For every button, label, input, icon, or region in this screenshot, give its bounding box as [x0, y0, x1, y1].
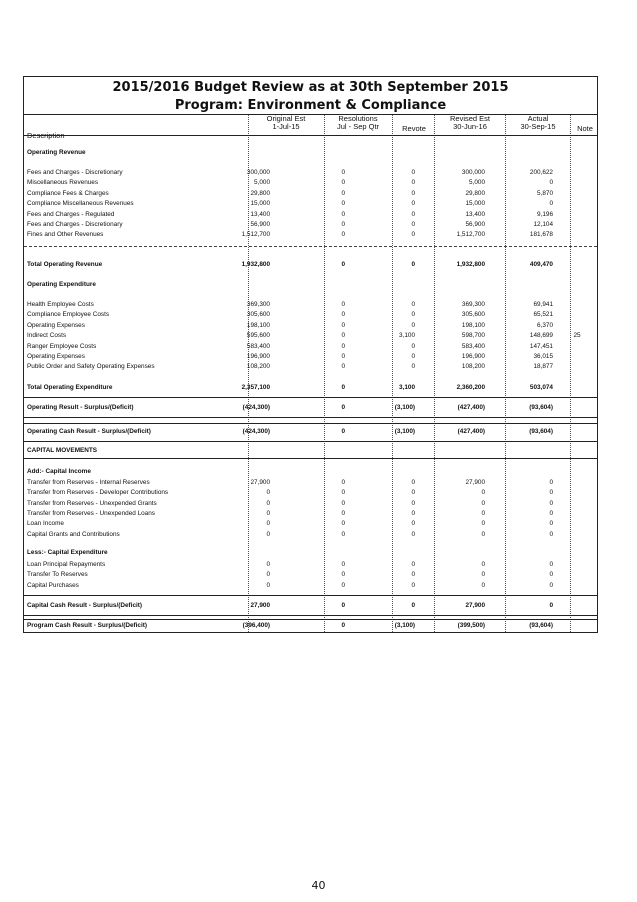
total-operating-expenditure-row: [24, 383, 597, 393]
table-row: [24, 570, 597, 580]
row-label: Transfer from Reserves - Internal Reserves: [27, 479, 150, 486]
row-label: Miscellaneous Revenues: [27, 179, 99, 187]
page-number: 40: [311, 879, 326, 892]
revised-est: 0: [481, 530, 485, 538]
table-row: [24, 581, 597, 591]
note: 25: [573, 332, 581, 340]
original-est: 1,932,800: [241, 261, 270, 268]
revised-est: 5,000: [469, 179, 485, 187]
revised-est: 27,900: [465, 602, 485, 609]
actual: 503,074: [529, 384, 553, 391]
revote: 0: [411, 353, 415, 360]
col-header-note: Note: [577, 124, 593, 133]
actual: 0: [549, 499, 553, 507]
resolutions: 0: [341, 261, 345, 268]
capital-expenditure-heading: Less:- Capital Expenditure: [27, 549, 108, 556]
actual: 69,941: [533, 301, 553, 308]
row-label: Ranger Employee Costs: [27, 342, 97, 350]
table-row: [24, 478, 597, 488]
original-est: 0: [266, 520, 270, 528]
actual: 0: [549, 479, 553, 486]
resolutions: 0: [341, 363, 345, 371]
table-row: [24, 509, 597, 519]
revised-est: 27,900: [465, 479, 485, 486]
original-est: 196,900: [246, 353, 270, 360]
resolutions: 0: [341, 384, 345, 391]
original-est: (424,300): [242, 404, 270, 411]
resolutions: 0: [341, 602, 345, 609]
resolutions: 0: [341, 301, 345, 308]
row-label: Fees and Charges - Regulated: [27, 210, 115, 218]
resolutions: 0: [341, 169, 345, 176]
row-label: Compliance Employee Costs: [27, 311, 110, 319]
revote: 0: [411, 200, 415, 208]
row-label: Health Employee Costs: [27, 301, 94, 308]
row-label: Fees and Charges - Discretionary: [27, 169, 123, 176]
resolutions: 0: [341, 353, 345, 360]
revote: 0: [411, 210, 415, 218]
table-title: 2015/2016 Budget Review as at 30th September 2015: [112, 80, 509, 95]
resolutions: 0: [341, 571, 345, 579]
resolutions: 0: [341, 321, 345, 329]
original-est: 305,600: [246, 311, 270, 319]
revised-est: 108,200: [461, 363, 485, 371]
operating-result-row: [24, 403, 597, 413]
capital-expenditure-heading-row: [24, 548, 597, 558]
table-row: [24, 342, 597, 352]
row-label: Compliance Fees & Charges: [27, 189, 109, 197]
revote: 0: [411, 179, 415, 187]
resolutions: 0: [341, 179, 345, 187]
table-row: [24, 331, 597, 341]
col-header-description: Description: [27, 131, 65, 140]
revised-est: 305,600: [461, 311, 485, 319]
table-row: [24, 199, 597, 209]
original-est: 0: [266, 530, 270, 538]
revote: 0: [411, 561, 415, 568]
table-row: [24, 488, 597, 498]
original-est: (424,300): [242, 428, 270, 435]
row-divider: [24, 246, 597, 247]
revote: 0: [411, 231, 415, 239]
actual: (93,604): [529, 622, 553, 629]
revote: 0: [411, 261, 415, 268]
original-est: 0: [266, 581, 270, 589]
row-label: Program Cash Result - Surplus/(Deficit): [27, 622, 148, 629]
table-row: [24, 230, 597, 240]
revote: 0: [411, 321, 415, 329]
actual: 12,104: [533, 221, 553, 228]
actual: 36,015: [533, 353, 553, 360]
table-row: [24, 168, 597, 178]
revised-est: (399,500): [457, 622, 485, 629]
row-label: Capital Purchases: [27, 581, 79, 589]
revote: 0: [411, 363, 415, 371]
table-row: [24, 220, 597, 230]
revote: (3,100): [394, 404, 415, 411]
revised-est: 2,360,200: [456, 384, 485, 391]
table-row: [24, 519, 597, 529]
row-divider: [24, 441, 597, 442]
revised-est: 0: [481, 509, 485, 517]
revised-est: 13,400: [465, 210, 485, 218]
revote: 0: [411, 489, 415, 497]
row-label: Fees and Charges - Discretionary: [27, 221, 123, 228]
resolutions: 0: [341, 561, 345, 568]
table-row: [24, 321, 597, 331]
row-divider: [24, 619, 597, 620]
resolutions: 0: [341, 499, 345, 507]
col-header-resolutions: Resolutions Jul - Sep Qtr: [336, 114, 380, 131]
actual: (93,604): [529, 404, 553, 411]
revised-est: 0: [481, 520, 485, 528]
original-est: (396,400): [242, 622, 270, 629]
operating-revenue-heading: Operating Revenue: [27, 149, 86, 156]
resolutions: 0: [341, 428, 345, 435]
resolutions: 0: [341, 489, 345, 497]
revote: 0: [411, 189, 415, 197]
revised-est: 0: [481, 499, 485, 507]
original-est: 0: [266, 499, 270, 507]
resolutions: 0: [341, 231, 345, 239]
row-label: Public Order and Safety Operating Expenses: [27, 363, 155, 371]
revote: (3,100): [394, 622, 415, 629]
original-est: 5,000: [254, 179, 270, 187]
table-row: [24, 352, 597, 362]
resolutions: 0: [341, 479, 345, 486]
actual: 65,521: [533, 311, 553, 319]
actual: 0: [549, 509, 553, 517]
row-label: Fines and Other Revenues: [27, 231, 104, 239]
header-divider: [24, 135, 597, 136]
original-est: 27,900: [250, 602, 270, 609]
row-label: Compliance Miscellaneous Revenues: [27, 200, 134, 208]
revote: 0: [411, 602, 415, 609]
revote: (3,100): [394, 428, 415, 435]
revised-est: 583,400: [461, 342, 485, 350]
revised-est: 15,000: [465, 200, 485, 208]
capital-movements-heading-row: [24, 446, 597, 456]
revised-est: (427,400): [457, 404, 485, 411]
col-header-original: Original Est 1-Jul-15: [266, 114, 306, 131]
col-header-revote: Revote: [402, 124, 426, 133]
operating-expenditure-heading-row: [24, 280, 597, 290]
row-divider: [24, 397, 597, 398]
original-est: 595,600: [246, 332, 270, 340]
capital-movements-heading: CAPITAL MOVEMENTS: [27, 447, 98, 454]
revised-est: 196,900: [461, 353, 485, 360]
revote: 0: [411, 221, 415, 228]
resolutions: 0: [341, 520, 345, 528]
actual: 147,451: [529, 342, 553, 350]
actual: 0: [549, 561, 553, 568]
original-est: 0: [266, 509, 270, 517]
actual: 409,470: [529, 261, 553, 268]
revote: 0: [411, 169, 415, 176]
revote: 0: [411, 311, 415, 319]
row-divider: [24, 423, 597, 424]
original-est: 300,000: [246, 169, 270, 176]
table-row: [24, 530, 597, 540]
revised-est: 29,800: [465, 189, 485, 197]
table-row: [24, 362, 597, 372]
budget-table: [23, 76, 598, 633]
resolutions: 0: [341, 200, 345, 208]
capital-income-heading-row: [24, 467, 597, 477]
table-subtitle: Program: Environment & Compliance: [174, 98, 447, 113]
revised-est: 1,512,700: [456, 231, 485, 239]
row-label: Transfer from Reserves - Unexpended Loans: [27, 509, 155, 517]
actual: 18,877: [533, 363, 553, 371]
original-est: 56,900: [250, 221, 270, 228]
revised-est: 0: [481, 561, 485, 568]
table-row: [24, 560, 597, 570]
original-est: 198,100: [246, 321, 270, 329]
row-label: Operating Expenses: [27, 321, 85, 329]
actual: 0: [549, 581, 553, 589]
program-cash-result-row: [24, 621, 597, 631]
resolutions: 0: [341, 581, 345, 589]
table-row: [24, 210, 597, 220]
resolutions: 0: [341, 332, 345, 340]
col-header-revised: Revised Est 30-Jun-16: [449, 114, 491, 131]
revised-est: 598,700: [461, 332, 485, 340]
revote: 0: [411, 581, 415, 589]
revote: 0: [411, 342, 415, 350]
row-label: Capital Cash Result - Surplus/(Deficit): [27, 602, 143, 609]
actual: 0: [549, 602, 553, 609]
actual: 148,699: [529, 332, 553, 340]
revised-est: (427,400): [457, 428, 485, 435]
revised-est: 300,000: [461, 169, 485, 176]
revised-est: 0: [481, 581, 485, 589]
original-est: 27,900: [250, 479, 270, 486]
row-divider: [24, 458, 597, 459]
table-row: [24, 189, 597, 199]
row-label: Total Operating Expenditure: [27, 384, 113, 391]
revised-est: 1,932,800: [456, 261, 485, 268]
actual: 0: [549, 489, 553, 497]
resolutions: 0: [341, 622, 345, 629]
revote: 0: [411, 530, 415, 538]
row-divider: [24, 595, 597, 596]
resolutions: 0: [341, 509, 345, 517]
capital-cash-result-row: [24, 601, 597, 611]
row-label: Capital Grants and Contributions: [27, 530, 120, 538]
table-row: [24, 178, 597, 188]
actual: 200,622: [529, 169, 553, 176]
revised-est: 56,900: [465, 221, 485, 228]
revised-est: 369,300: [461, 301, 485, 308]
resolutions: 0: [341, 210, 345, 218]
actual: 0: [549, 530, 553, 538]
actual: 5,870: [537, 189, 553, 197]
revote: 3,100: [399, 332, 415, 340]
row-divider: [24, 417, 597, 418]
original-est: 108,200: [246, 363, 270, 371]
resolutions: 0: [341, 311, 345, 319]
original-est: 15,000: [250, 200, 270, 208]
revote: 0: [411, 520, 415, 528]
revised-est: 198,100: [461, 321, 485, 329]
capital-income-heading: Add:- Capital Income: [27, 468, 91, 475]
original-est: 2,357,100: [241, 384, 270, 391]
original-est: 0: [266, 561, 270, 568]
actual: 181,678: [529, 231, 553, 239]
revote: 3,100: [399, 384, 415, 391]
row-label: Operating Cash Result - Surplus/(Deficit): [27, 428, 151, 435]
resolutions: 0: [341, 404, 345, 411]
row-label: Loan Principal Repayments: [27, 561, 106, 568]
revote: 0: [411, 301, 415, 308]
resolutions: 0: [341, 221, 345, 228]
revote: 0: [411, 571, 415, 579]
original-est: 1,512,700: [241, 231, 270, 239]
row-label: Total Operating Revenue: [27, 261, 103, 268]
col-header-actual: Actual 30-Sep-15: [520, 114, 556, 131]
original-est: 0: [266, 571, 270, 579]
revised-est: 0: [481, 571, 485, 579]
original-est: 369,300: [246, 301, 270, 308]
actual: 0: [549, 520, 553, 528]
row-label: Transfer from Reserves - Unexpended Grants: [27, 499, 157, 507]
actual: (93,604): [529, 428, 553, 435]
operating-expenditure-heading: Operating Expenditure: [27, 281, 96, 288]
table-row: [24, 300, 597, 310]
row-label: Transfer To Reserves: [27, 571, 88, 579]
revote: 0: [411, 509, 415, 517]
revote: 0: [411, 479, 415, 486]
original-est: 13,400: [250, 210, 270, 218]
resolutions: 0: [341, 189, 345, 197]
row-label: Operating Result - Surplus/(Deficit): [27, 404, 134, 411]
actual: 6,370: [537, 321, 553, 329]
actual: 0: [549, 179, 553, 187]
table-row: [24, 310, 597, 320]
row-label: Transfer from Reserves - Developer Contributions: [27, 489, 169, 497]
actual: 0: [549, 200, 553, 208]
actual: 0: [549, 571, 553, 579]
original-est: 29,800: [250, 189, 270, 197]
actual: 9,196: [537, 210, 553, 218]
resolutions: 0: [341, 342, 345, 350]
original-est: 583,400: [246, 342, 270, 350]
row-label: Indirect Costs: [27, 332, 67, 340]
table-row: [24, 499, 597, 509]
resolutions: 0: [341, 530, 345, 538]
operating-revenue-heading-row: [24, 148, 597, 158]
row-divider: [24, 615, 597, 616]
row-label: Loan Income: [27, 520, 64, 528]
total-operating-revenue-row: [24, 260, 597, 270]
operating-cash-result-row: [24, 427, 597, 437]
revote: 0: [411, 499, 415, 507]
original-est: 0: [266, 489, 270, 497]
row-label: Operating Expenses: [27, 353, 85, 360]
revised-est: 0: [481, 489, 485, 497]
